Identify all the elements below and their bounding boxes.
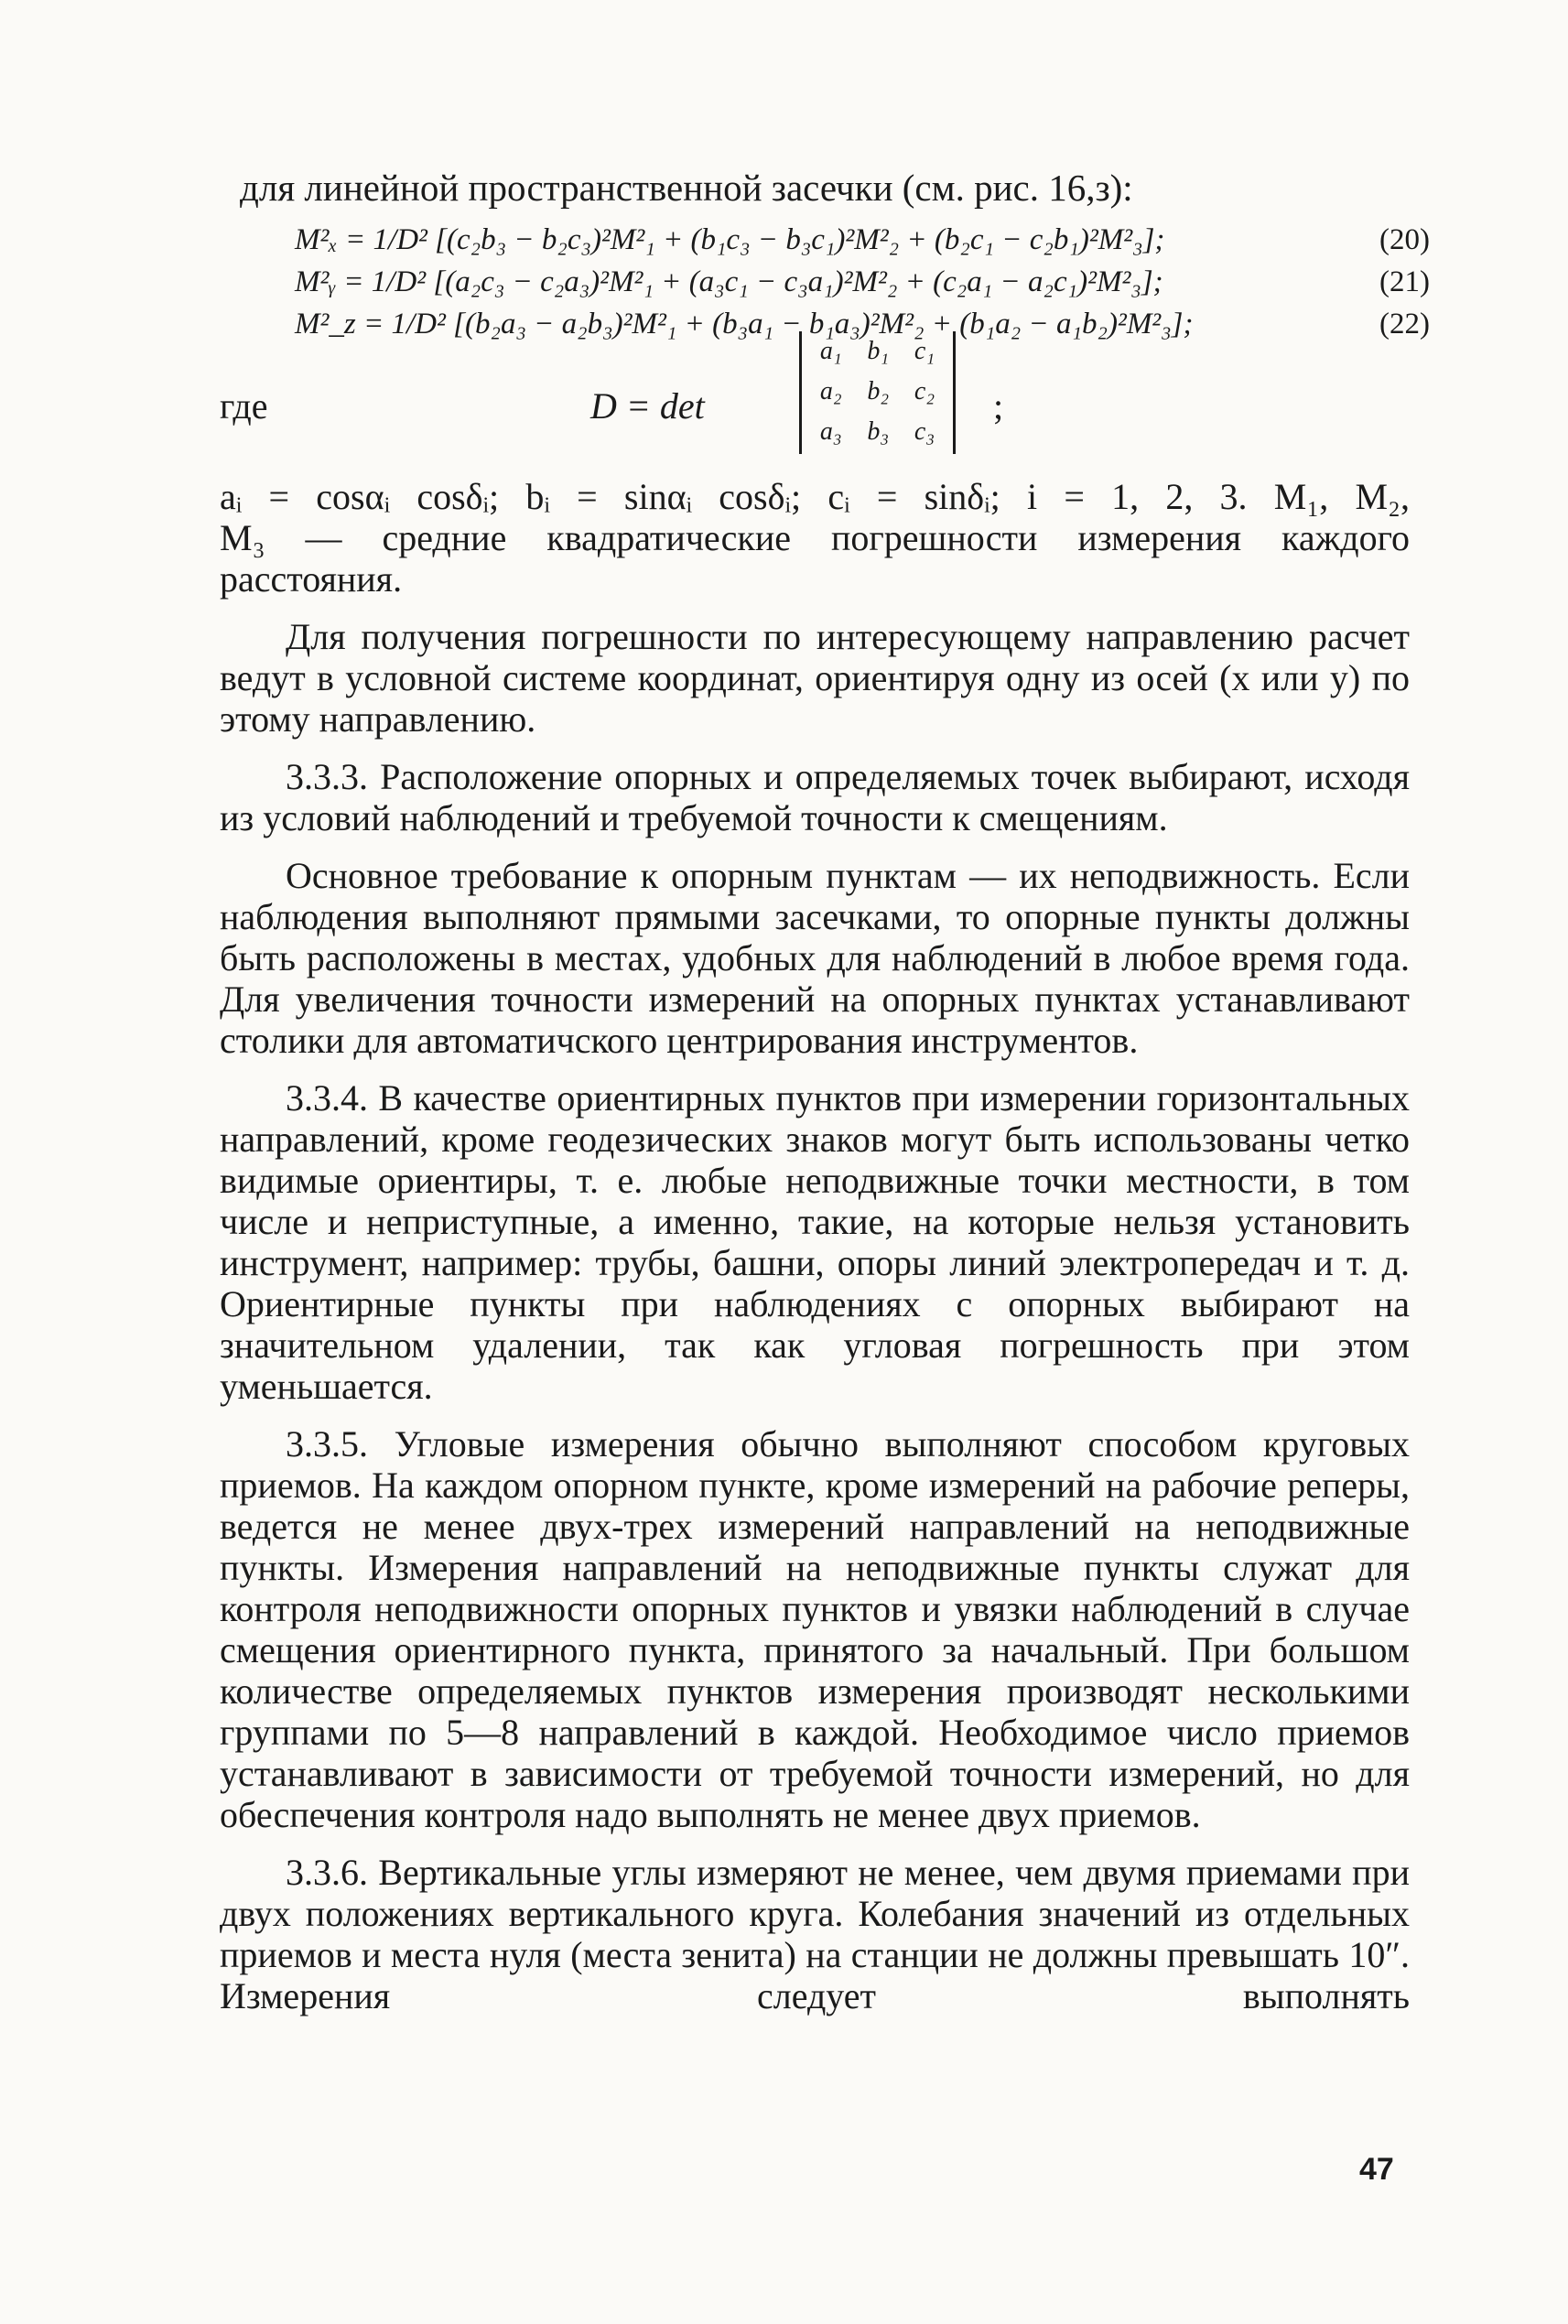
equation-number: (20) <box>1379 223 1430 256</box>
matrix-cell: b₁ <box>867 337 890 365</box>
matrix-cell: b₃ <box>867 417 890 446</box>
equation-20 <box>295 223 1430 257</box>
paragraph: Основное требование к опорным пунктам — их неподвижность. Если наблюдения выполняют прямыми засечками, то опорные пункты должны быть расположены в местах, удобных для наблюдений в любое время года. Для увеличения точности измерений на опорных пунктах устанавливают столики для автоматичского центрирования инструментов. <box>220 855 1410 1061</box>
intro-line: для линейной пространственной засечки (см. рис. 16,з): <box>240 167 1133 209</box>
matrix-cell: c₂ <box>914 377 935 405</box>
definition-line: расстояния. <box>220 558 403 600</box>
definition-line: aᵢ = cosαᵢ cosδᵢ; bᵢ = sinαᵢ cosδᵢ; cᵢ = sinδᵢ; i = 1, 2, 3. M₁, M₂, <box>220 476 1410 517</box>
equation-formula: M²ᵧ = 1/D² [(a₂c₃ − c₂a₃)²M²₁ + (a₃c₁ − c₃a₁)²M²₂ + (c₂a₁ − a₂c₁)²M²₃]; <box>295 265 1163 298</box>
equation-number: (21) <box>1379 265 1430 298</box>
paragraph: 3.3.5. Угловые измерения обычно выполняют способом круговых приемов. На каждом опорном пункте, кроме измерений на рабочие реперы, ведется не менее двух-трех измерений направлений на неподвижные пункты. Измерения направлений на неподвижные пункты служат для контроля неподвижности опорных пунктов и увязки наблюдений в случае смещения ориентирного пункта, принятого за начальный. При большом количестве определяемых пунктов измерения производят несколькими группами по 5—8 направлений в каждой. Необходимое число приемов устанавливают в зависимости от требуемой точности измерений, но для обеспечения контроля надо выполнять не менее двух приемов. <box>220 1423 1410 1835</box>
equation-number: (22) <box>1379 308 1430 340</box>
paragraph: Для получения погрешности по интересующему направлению расчет ведут в условной системе координат, ориентируя одну из осей (x или y) по этому направлению. <box>220 616 1410 740</box>
paragraph: 3.3.4. В качестве ориентирных пунктов при измерении горизонтальных направлений, кроме геодезических знаков могут быть использованы четко видимые ориентиры, т. е. любые неподвижные точки местности, в том числе и неприступные, а именно, такие, на которые нельзя установить инструмент, например: трубы, башни, опоры линий электропередач и т. д. Ориентирные пункты при наблюдениях с опорных выбирают на значительном удалении, так как угловая погрешность при этом уменьшается. <box>220 1077 1410 1407</box>
definition-line: M₃ — средние квадратические погрешности измерения каждого <box>220 517 1410 558</box>
equation-21 <box>295 265 1430 299</box>
determinant-matrix <box>799 331 956 454</box>
matrix-row <box>802 412 953 452</box>
determinant-label <box>590 384 705 427</box>
paragraph: 3.3.6. Вертикальные углы измеряют не менее, чем двумя приемами при двух положениях вертикального круга. Колебания значений из отдельных приемов и места нуля (места зенита) на станции не должны превышать 10″. Измерения следует выполнять <box>220 1852 1410 2016</box>
matrix-cell: c₁ <box>914 337 935 365</box>
matrix-cell: b₂ <box>867 377 890 405</box>
matrix-cell: a₁ <box>819 337 842 365</box>
where-word: где <box>220 385 268 427</box>
determinant-label-text: D = det <box>590 385 705 427</box>
matrix-cell: c₃ <box>914 417 935 446</box>
matrix-cell: a₃ <box>819 417 842 446</box>
matrix-row <box>802 372 953 412</box>
equation-formula: M²_z = 1/D² [(b₂a₃ − a₂b₃)²M²₁ + (b₃a₁ − b₁a₃)²M²₂ + (b₁a₂ − a₁b₂)²M²₃]; <box>295 308 1194 340</box>
determinant-end: ; <box>993 385 1004 427</box>
page-number: 47 <box>1359 2152 1394 2187</box>
paragraph: 3.3.3. Расположение опорных и определяемых точек выбирают, исходя из условий наблюдений и требуемой точности к смещениям. <box>220 756 1410 838</box>
matrix-row <box>802 331 953 372</box>
equation-formula: M²ₓ = 1/D² [(c₂b₃ − b₂c₃)²M²₁ + (b₁c₃ − b₃c₁)²M²₂ + (b₂c₁ − c₂b₁)²M²₃]; <box>295 223 1165 256</box>
matrix-cell: a₂ <box>819 377 842 405</box>
body-text <box>220 476 1410 2016</box>
